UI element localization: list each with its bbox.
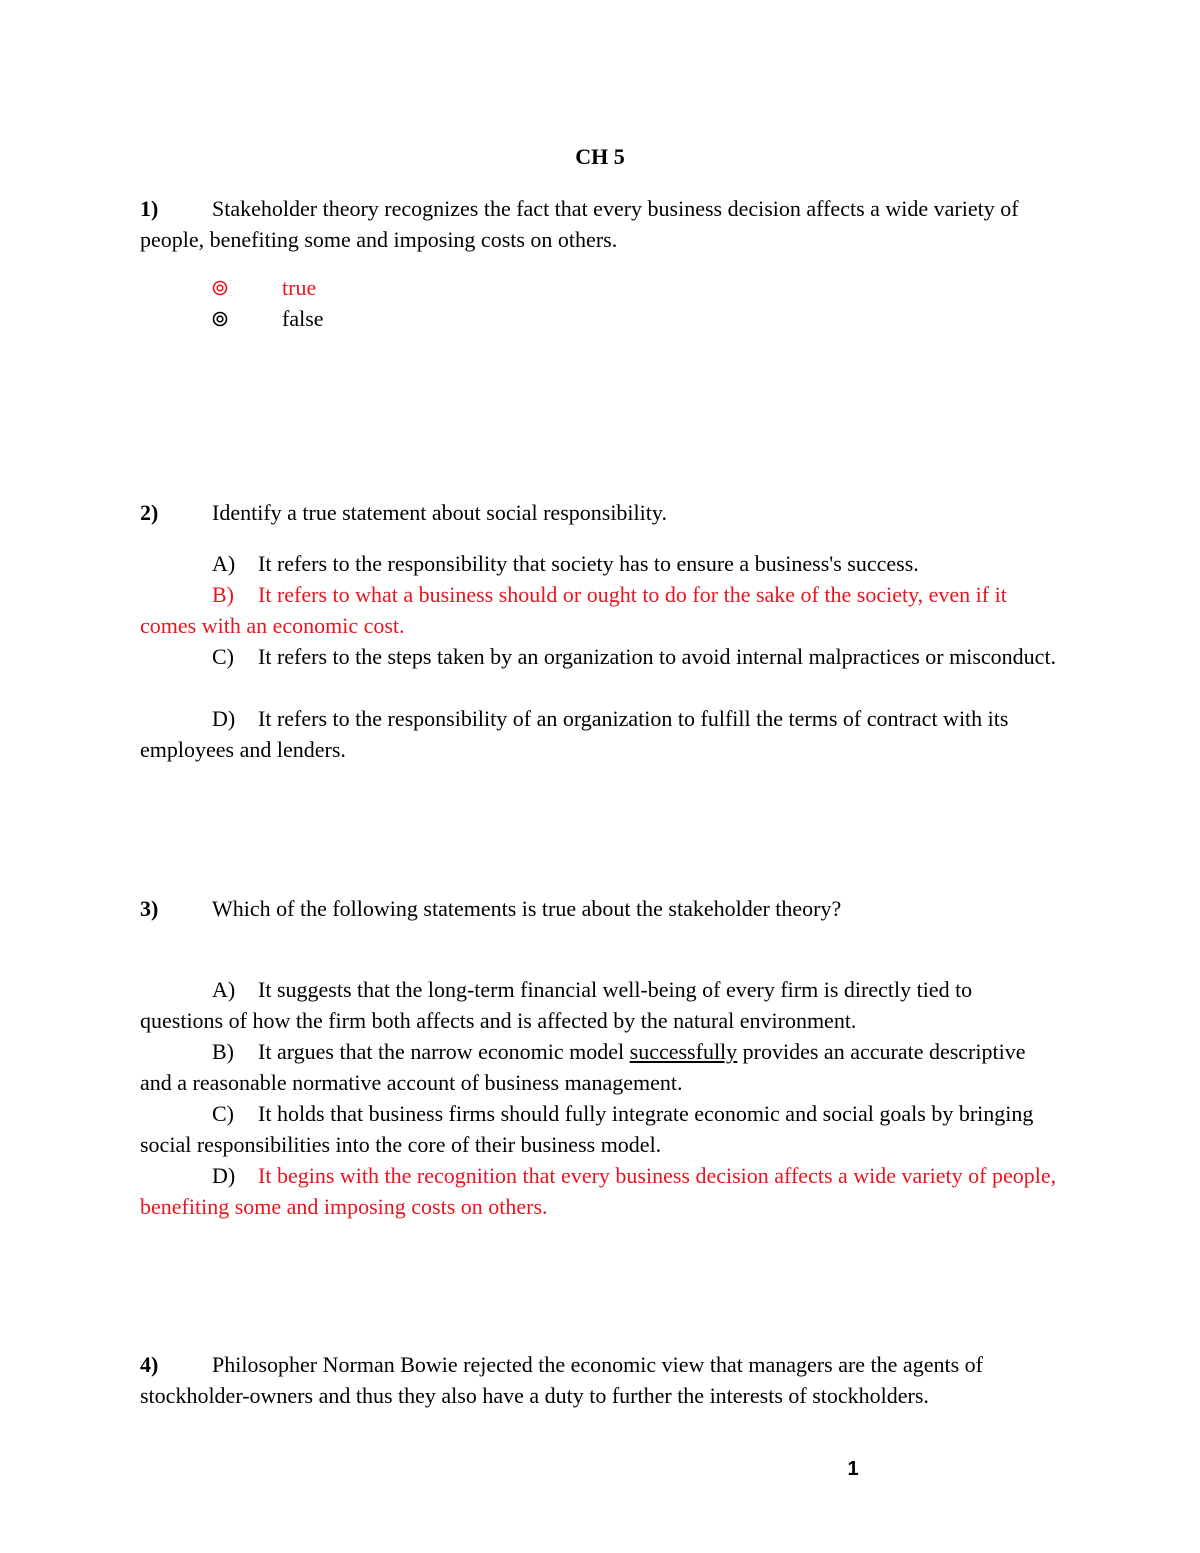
option-true[interactable] (212, 272, 316, 303)
question-number: 2) (140, 500, 159, 525)
option-text: It refers to the steps taken by an organization to avoid internal malpractices or misconduct. (258, 644, 1057, 669)
option-b (140, 1036, 1060, 1098)
option-d-correct (140, 1160, 1060, 1222)
option-text-after: provides an accurate descriptive and a reasonable normative account of business management. (140, 1039, 1026, 1095)
option-text: It refers to the responsibility that society has to ensure a business's success. (258, 551, 919, 576)
question-text: Philosopher Norman Bowie rejected the economic view that managers are the agents of stockholder-owners and thus they also have a duty to further the interests of stockholders. (140, 1352, 983, 1408)
question-text: Stakeholder theory recognizes the fact that every business decision affects a wide variety of people, benefiting some and imposing costs on others. (140, 196, 1019, 252)
option-b-correct (140, 579, 1060, 641)
option-text-before: It argues that the narrow economic model (258, 1039, 625, 1064)
option-letter: D) (212, 1163, 236, 1188)
question-4 (140, 1349, 1060, 1411)
option-label: true (282, 275, 317, 300)
question-number: 4) (140, 1352, 159, 1377)
question-2 (140, 497, 1060, 528)
option-text-underlined: successfully (629, 1039, 738, 1064)
option-c (140, 1098, 1060, 1160)
option-a (140, 548, 1060, 579)
option-c (140, 641, 1060, 672)
question-text: Which of the following statements is true about the stakeholder theory? (212, 896, 842, 921)
question-text: Identify a true statement about social responsibility. (212, 500, 667, 525)
question-number: 3) (140, 896, 159, 921)
radio-icon[interactable] (212, 311, 282, 327)
option-letter: B) (212, 1039, 234, 1064)
option-a (140, 974, 1060, 1036)
option-d (140, 703, 1060, 765)
option-text: It refers to what a business should or ought to do for the sake of the society, even if it comes with an economic cost. (140, 582, 1007, 638)
question-1 (140, 193, 1060, 255)
option-label: false (282, 306, 324, 331)
option-text: It suggests that the long-term financial well-being of every firm is directly tied to questions of how the firm both affects and is affected by the natural environment. (140, 977, 973, 1033)
option-letter: B) (212, 582, 234, 607)
question-3 (140, 893, 1060, 924)
option-letter: C) (212, 644, 234, 669)
option-text: It begins with the recognition that every business decision affects a wide variety of people, benefiting some and imposing costs on others. (140, 1163, 1057, 1219)
option-letter: A) (212, 977, 236, 1002)
option-false[interactable] (212, 303, 324, 334)
option-letter: C) (212, 1101, 234, 1126)
question-number: 1) (140, 196, 159, 221)
radio-selected-icon[interactable] (212, 280, 282, 296)
option-text: It holds that business firms should fully integrate economic and social goals by bringing social responsibilities into the core of their business model. (140, 1101, 1034, 1157)
page-number: 1 (847, 1458, 859, 1480)
option-letter: D) (212, 706, 236, 731)
option-text: It refers to the responsibility of an organization to fulfill the terms of contract with its employees and lenders. (140, 706, 1009, 762)
option-letter: A) (212, 551, 236, 576)
page-title: CH 5 (575, 144, 625, 169)
